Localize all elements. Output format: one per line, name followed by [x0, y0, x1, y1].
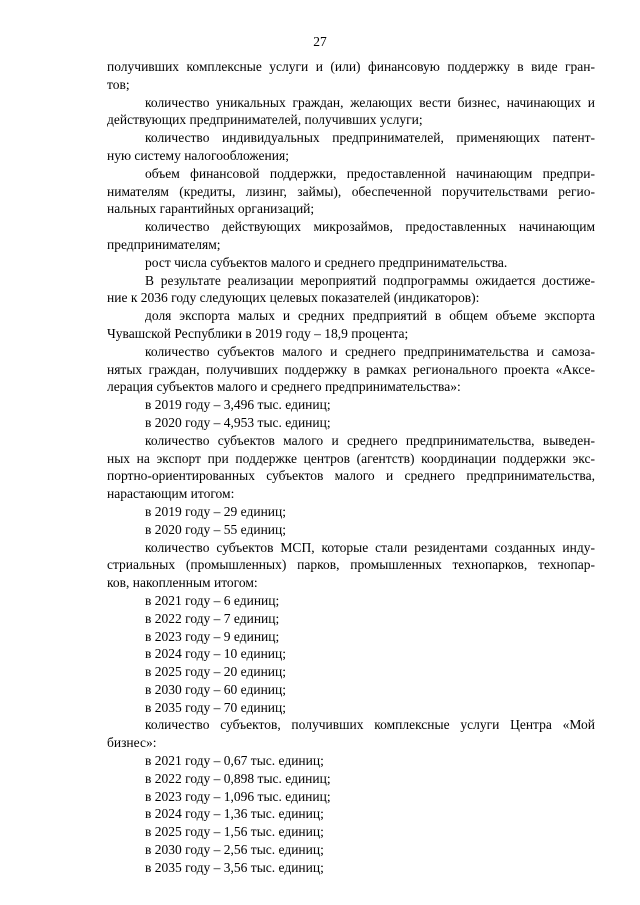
text-line: в 2035 году – 70 единиц; [145, 699, 287, 715]
text-line: В результате реализации мероприятий подпрограммы ожидается достиже- [145, 272, 595, 288]
text-line: ных на экспорт при поддержке центров (агентств) координации поддержки экс- [107, 450, 595, 466]
text-line: в 2035 году – 3,56 тыс. единиц; [145, 859, 324, 875]
text-line: стриальных (промышленных) парков, промышленных технопарков, технопар- [107, 557, 595, 573]
text-line: действующих предпринимателей, получивших услуги; [107, 112, 423, 128]
text-line: нальных гарантийных организаций; [107, 201, 315, 217]
text-line: рост числа субъектов малого и среднего предпринимательства. [145, 254, 508, 270]
text-line: количество субъектов малого и среднего предпринимательства и самоза- [145, 343, 595, 359]
text-line: ние к 2036 году следующих целевых показателей (индикаторов): [107, 290, 480, 306]
text-line: в 2021 году – 0,67 тыс. единиц; [145, 753, 324, 769]
text-line: нимателям (кредиты, лизинг, займы), обеспеченной поручительствами регио- [107, 183, 595, 199]
text-line: в 2020 году – 4,953 тыс. единиц; [145, 414, 331, 430]
text-line: в 2020 году – 55 единиц; [145, 521, 287, 537]
text-line: тов; [107, 76, 130, 92]
text-line: в 2024 году – 1,36 тыс. единиц; [145, 806, 324, 822]
text-line: предпринимателям; [107, 236, 221, 252]
text-line: Чувашской Республики в 2019 году – 18,9 процента; [107, 325, 409, 341]
page-number: 27 [313, 34, 327, 49]
text-line: количество субъектов МСП, которые стали резидентами созданных инду- [145, 539, 595, 555]
text-line: ков, накопленным итогом: [107, 575, 258, 591]
text-line: в 2023 году – 9 единиц; [145, 628, 280, 644]
text-line: объем финансовой поддержки, предоставленной начинающим предпри- [145, 165, 595, 181]
text-line: лерация субъектов малого и среднего предпринимательства»: [107, 379, 461, 395]
text-line: ную систему налогообложения; [107, 147, 289, 163]
text-line: количество действующих микрозаймов, предоставленных начинающим [145, 219, 595, 235]
text-line: портно-ориентированных субъектов малого и среднего предпринимательства, [107, 468, 595, 484]
text-line: доля экспорта малых и средних предприятий в общем объеме экспорта [145, 308, 595, 324]
text-line: в 2025 году – 20 единиц; [145, 664, 287, 680]
text-line: количество субъектов малого и среднего предпринимательства, выведен- [145, 432, 595, 448]
text-line: в 2030 году – 60 единиц; [145, 681, 287, 697]
text-line: в 2022 году – 7 единиц; [145, 610, 280, 626]
text-line: нятых граждан, получивших поддержку в рамках регионального проекта «Аксе- [107, 361, 595, 377]
text-line: бизнес»: [107, 735, 157, 751]
text-line: количество уникальных граждан, желающих вести бизнес, начинающих и [145, 94, 595, 110]
document-body [107, 58, 595, 877]
text-line: в 2024 году – 10 единиц; [145, 646, 287, 662]
text-line: в 2021 году – 6 единиц; [145, 592, 280, 608]
text-line: в 2030 году – 2,56 тыс. единиц; [145, 842, 324, 858]
text-line: в 2023 году – 1,096 тыс. единиц; [145, 788, 331, 804]
text-line: количество субъектов, получивших комплексные услуги Центра «Мой [145, 717, 595, 733]
text-line: в 2025 году – 1,56 тыс. единиц; [145, 824, 324, 840]
text-line: в 2022 году – 0,898 тыс. единиц; [145, 770, 331, 786]
text-line: в 2019 году – 29 единиц; [145, 503, 287, 519]
text-line: нарастающим итогом: [107, 486, 235, 502]
text-line: получивших комплексные услуги и (или) финансовую поддержку в виде гран- [107, 59, 595, 74]
text-line: количество индивидуальных предпринимателей, применяющих патент- [145, 130, 595, 146]
text-line: в 2019 году – 3,496 тыс. единиц; [145, 397, 331, 413]
